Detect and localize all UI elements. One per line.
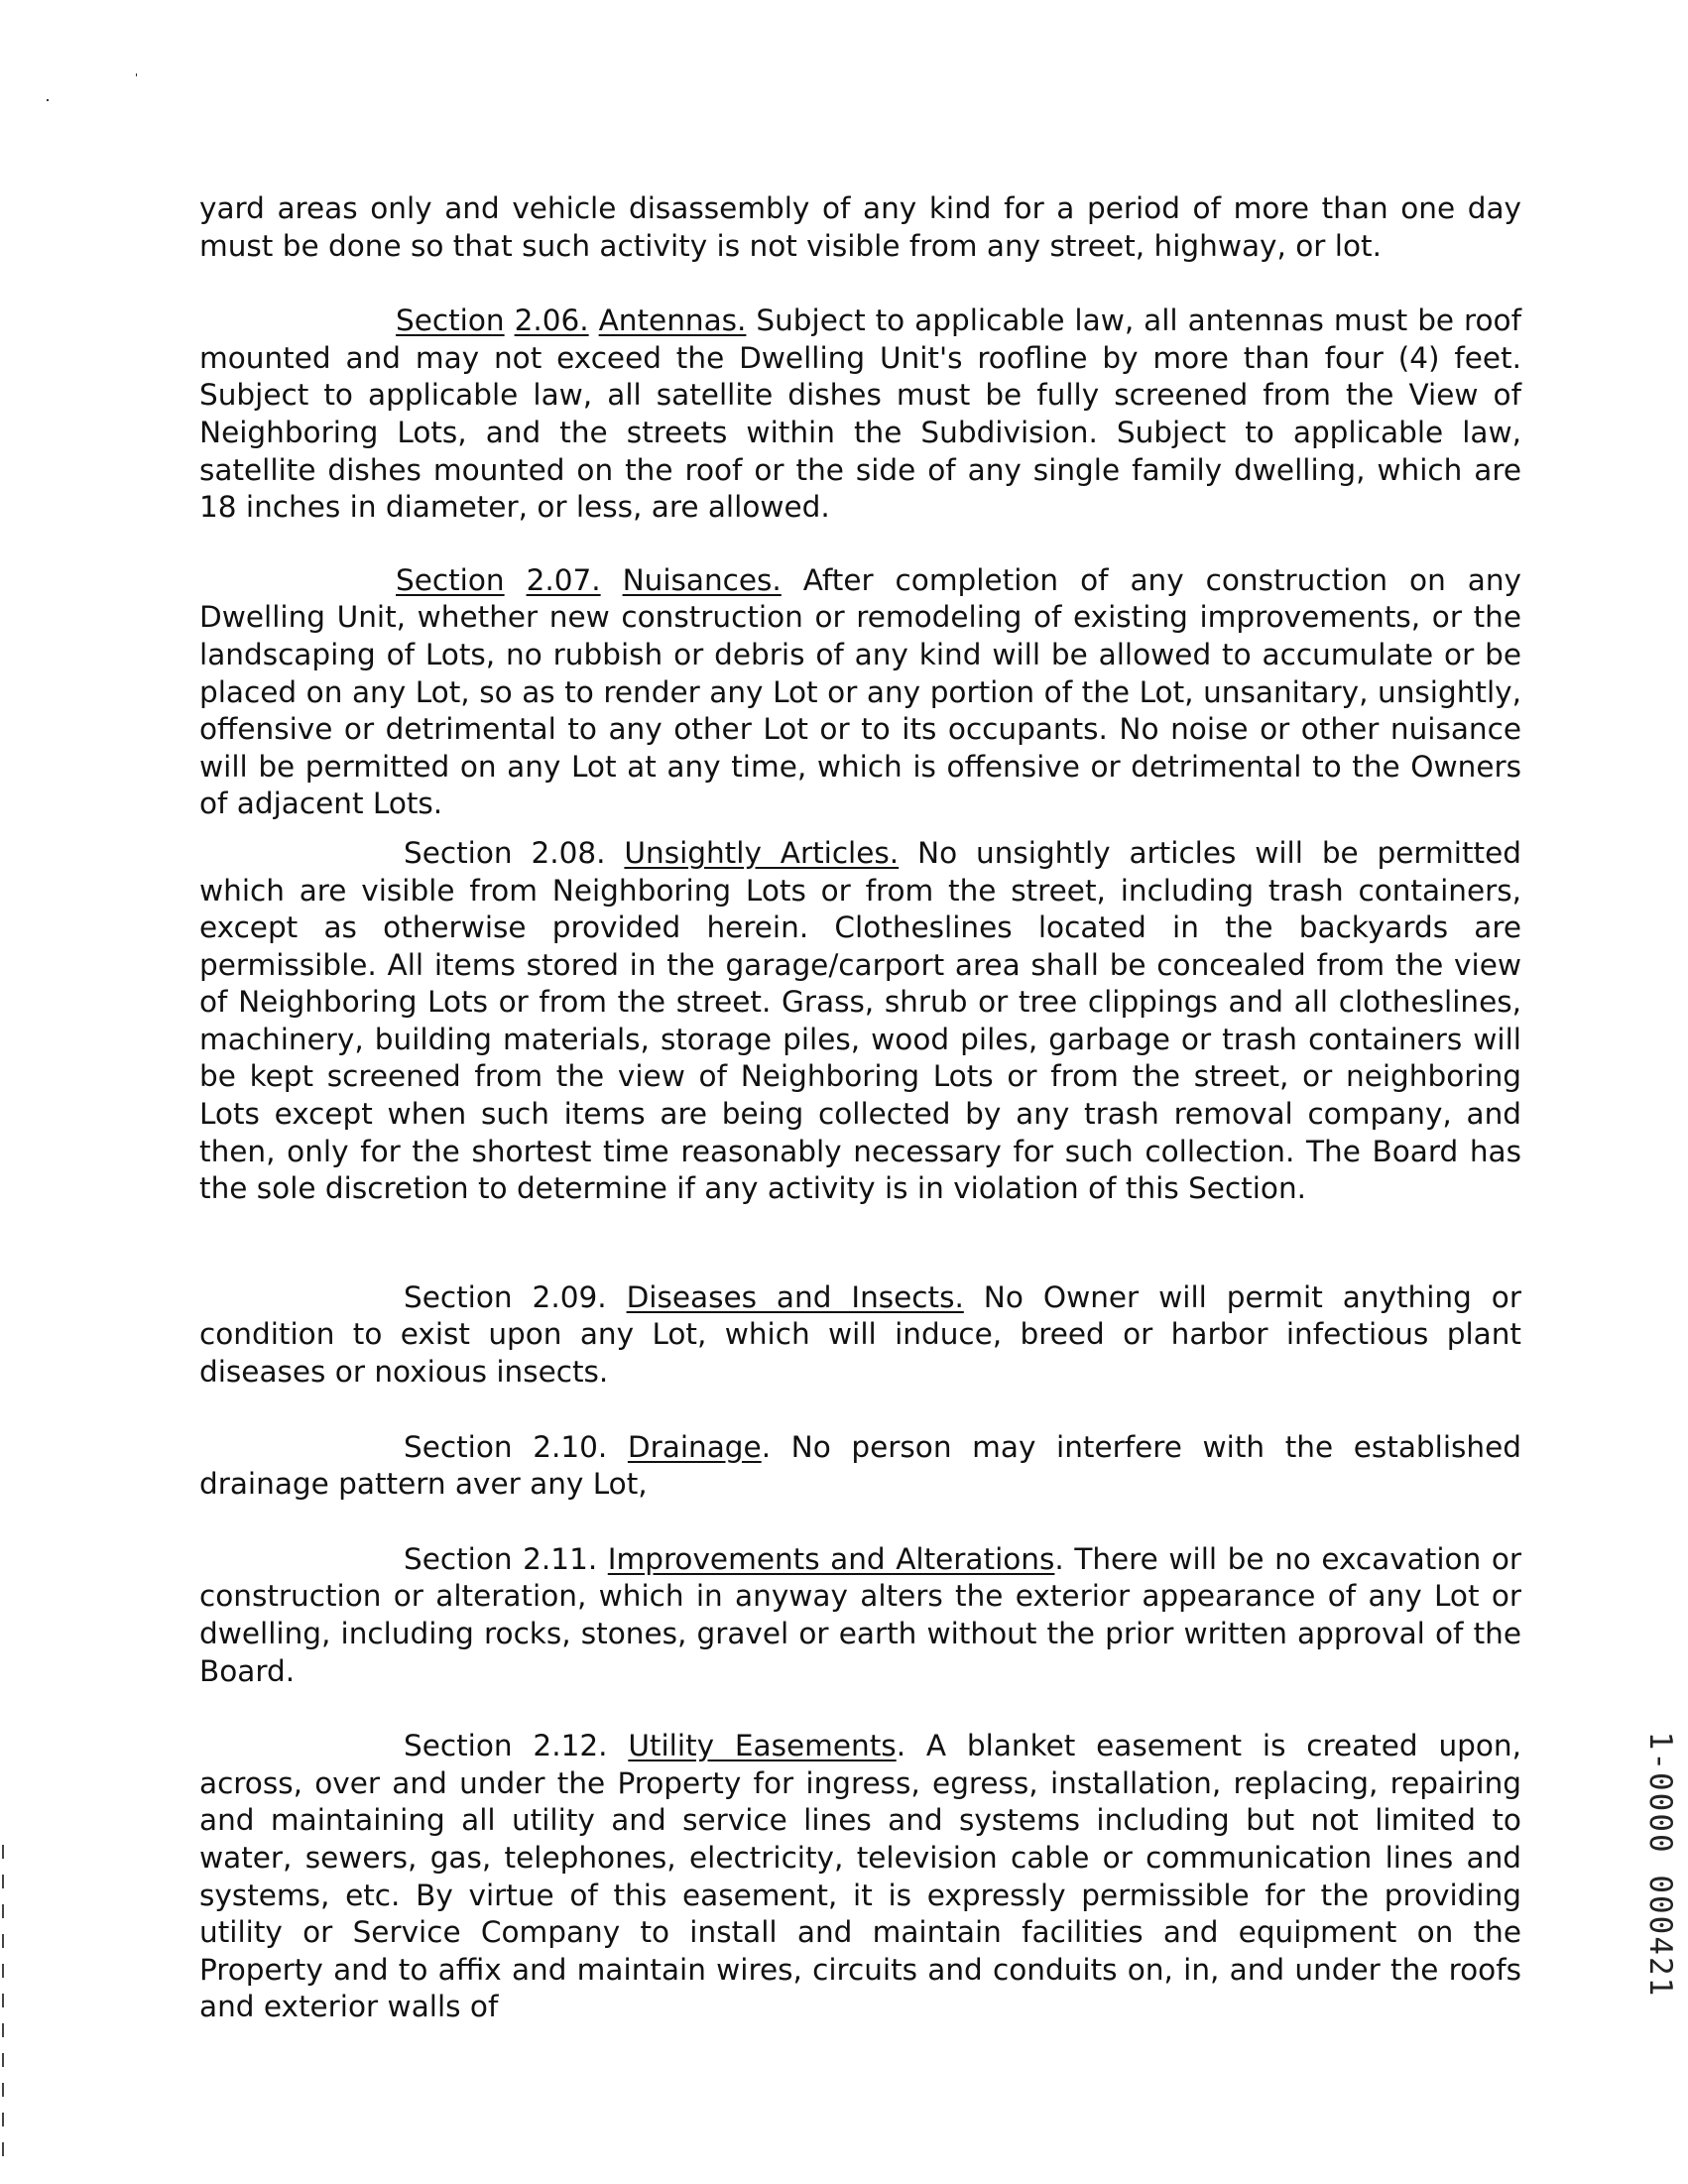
section-body: . No person may interfere with the established drainage pattern aver any Lot,: [199, 1429, 1521, 1502]
section-title: Drainage: [627, 1429, 762, 1464]
section-label: Section 2.08.: [404, 835, 606, 870]
section-2-11-paragraph: [199, 1541, 1521, 1690]
section-label: Section: [396, 562, 505, 597]
section-label: Section 2.09.: [404, 1279, 607, 1314]
section-2-06-paragraph: [199, 303, 1521, 527]
section-body: After completion of any construction on any Dwelling Unit, whether new construction or remodeling of existing improvements, or the landscaping of Lots, no rubbish or debris of any kind will be allowed to accumulate or be placed on any Lot, so as to render any Lot or any portion of the Lot, unsanitary, unsightly, offensive or detrimental to any other Lot or to its occupants. No noise or other nuisance will be permitted on any Lot at any time, which is offensive or detrimental to the Owners of adjacent Lots.: [199, 562, 1521, 821]
section-number: 2.07.: [526, 562, 601, 597]
document-body: [199, 190, 1521, 2026]
section-title: Improvements and Alterations: [607, 1541, 1055, 1576]
scan-speck: [47, 99, 49, 101]
section-body: No Owner will permit anything or condition to exist upon any Lot, which will induce, breed or harbor infectious plant diseases or noxious insects.: [199, 1279, 1521, 1390]
section-2-08-paragraph: [199, 835, 1521, 1208]
scan-edge-line: [2, 1845, 4, 2162]
section-label: Section: [396, 303, 505, 338]
section-2-07-paragraph: [199, 562, 1521, 823]
section-title: Nuisances.: [622, 562, 782, 597]
recording-number-text: 1-0000 000421: [1642, 1731, 1678, 1999]
section-number: 2.06.: [514, 303, 589, 338]
section-title: Diseases and Insects.: [626, 1279, 964, 1314]
section-body: . There will be no excavation or construction or alteration, which in anyway alters the exterior appearance of any Lot or dwelling, including rocks, stones, gravel or earth without the prior written approval of the Board.: [199, 1541, 1521, 1688]
section-body: Subject to applicable law, all antennas must be roof mounted and may not exceed the Dwelling Unit's roofline by more than four (4) feet. Subject to applicable law, all satellite dishes must be fully screened from the View of Neighboring Lots, and the streets within the Subdivision. Subject to applicable law, satellite dishes mounted on the roof or the side of any single family dwelling, which are 18 inches in diameter, or less, are allowed.: [199, 303, 1521, 525]
section-title: Utility Easements: [628, 1729, 897, 1763]
section-label: Section 2.11.: [404, 1541, 598, 1576]
section-body: No unsightly articles will be permitted which are visible from Neighboring Lots or from the street, including trash containers, except as otherwise provided herein. Clotheslines located in the backyards are permissible. All items stored in the garage/carport area shall be concealed from the view of Neighboring Lots or from the street. Grass, shrub or tree clippings and all clotheslines, machinery, building materials, storage piles, wood piles, garbage or trash containers will be kept screened from the view of Neighboring Lots or from the street, or neighboring Lots except when such items are being collected by any trash removal company, and then, only for the shortest time reasonably necessary for such collection. The Board has the sole discretion to determine if any activity is in violation of this Section.: [199, 835, 1521, 1206]
section-title: Unsightly Articles.: [624, 835, 900, 870]
section-2-12-paragraph: [199, 1728, 1521, 2026]
scan-speck: [136, 73, 137, 76]
section-label: Section 2.10.: [404, 1429, 608, 1464]
intro-paragraph: yard areas only and vehicle disassembly of any kind for a period of more than one day must be done so that such activity is not visible from any street, highway, or lot.: [199, 191, 1521, 263]
section-2-10-paragraph: [199, 1429, 1521, 1504]
section-title: Antennas.: [598, 303, 747, 338]
section-body: . A blanket easement is created upon, across, over and under the Property for ingress, egress, installation, replacing, repairing and maintaining all utility and service lines and systems including but not limited to water, sewers, gas, telephones, electricity, television cable or communication lines and systems, etc. By virtue of this easement, it is expressly permissible for the providing utility or Service Company to install and maintain facilities and equipment on the Property and to affix and maintain wires, circuits and conduits on, in, and under the roofs and exterior walls of: [199, 1729, 1522, 2024]
section-label: Section 2.12.: [404, 1729, 608, 1763]
section-2-09-paragraph: [199, 1279, 1521, 1392]
